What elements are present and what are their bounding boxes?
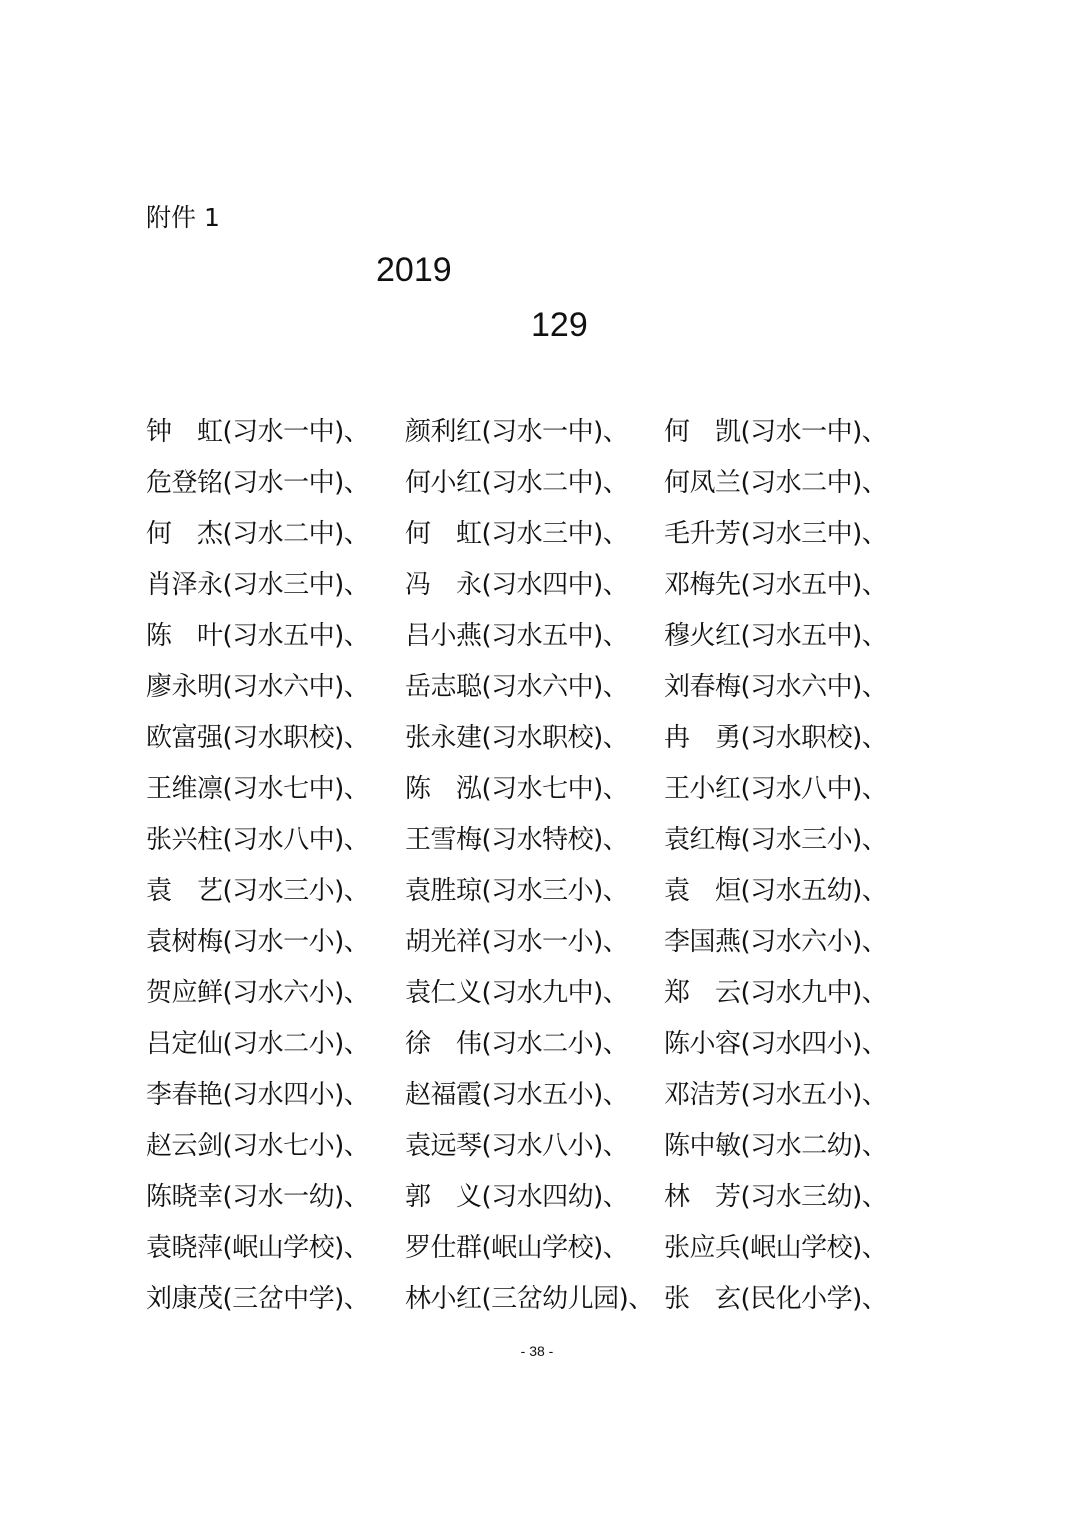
list-item: 王雪梅(习水特校)、	[405, 825, 629, 855]
list-item: 徐 伟(习水二小)、	[405, 1029, 629, 1059]
list-item: 郑 云(习水九中)、	[664, 978, 888, 1008]
list-row	[146, 1271, 946, 1322]
list-item: 何 虹(习水三中)、	[405, 519, 629, 549]
attachment-label: 附件 1	[146, 203, 220, 232]
list-item: 陈中敏(习水二幼)、	[664, 1131, 888, 1161]
list-row	[146, 1118, 946, 1169]
list-item: 王小红(习水八中)、	[664, 774, 888, 804]
list-item: 王维凛(习水七中)、	[146, 774, 370, 804]
list-item: 钟 虹(习水一中)、	[146, 417, 370, 447]
list-row	[146, 506, 946, 557]
list-row	[146, 761, 946, 812]
title-count: 129	[531, 306, 588, 344]
list-item: 邓洁芳(习水五小)、	[664, 1080, 888, 1110]
list-row	[146, 1016, 946, 1067]
list-item: 林小红(三岔幼儿园)、	[405, 1284, 654, 1314]
list-item: 李国燕(习水六小)、	[664, 927, 888, 957]
list-item: 陈小容(习水四小)、	[664, 1029, 888, 1059]
list-row	[146, 965, 946, 1016]
list-item: 张应兵(岷山学校)、	[664, 1233, 888, 1263]
list-row	[146, 914, 946, 965]
list-item: 陈 泓(习水七中)、	[405, 774, 629, 804]
list-item: 罗仕群(岷山学校)、	[405, 1233, 629, 1263]
list-item: 张兴柱(习水八中)、	[146, 825, 370, 855]
list-row	[146, 1220, 946, 1271]
list-item: 袁 烜(习水五幼)、	[664, 876, 888, 906]
list-item: 袁远琴(习水八小)、	[405, 1131, 629, 1161]
page-number: - 38 -	[520, 1343, 554, 1359]
list-item: 何 杰(习水二中)、	[146, 519, 370, 549]
list-row	[146, 608, 946, 659]
list-item: 何凤兰(习水二中)、	[664, 468, 888, 498]
list-item: 袁树梅(习水一小)、	[146, 927, 370, 957]
honoree-list	[146, 404, 946, 1322]
list-row	[146, 1067, 946, 1118]
list-item: 赵云剑(习水七小)、	[146, 1131, 370, 1161]
list-item: 袁晓萍(岷山学校)、	[146, 1233, 370, 1263]
list-item: 袁胜琼(习水三小)、	[405, 876, 629, 906]
list-item: 穆火红(习水五中)、	[664, 621, 888, 651]
list-item: 廖永明(习水六中)、	[146, 672, 370, 702]
list-item: 冯 永(习水四中)、	[405, 570, 629, 600]
list-item: 贺应鲜(习水六小)、	[146, 978, 370, 1008]
title-year: 2019	[376, 251, 452, 289]
list-item: 何 凯(习水一中)、	[664, 417, 888, 447]
list-item: 毛升芳(习水三中)、	[664, 519, 888, 549]
list-row	[146, 1169, 946, 1220]
list-item: 欧富强(习水职校)、	[146, 723, 370, 753]
list-item: 岳志聪(习水六中)、	[405, 672, 629, 702]
list-item: 陈 叶(习水五中)、	[146, 621, 370, 651]
list-item: 邓梅先(习水五中)、	[664, 570, 888, 600]
list-item: 陈晓幸(习水一幼)、	[146, 1182, 370, 1212]
list-item: 吕小燕(习水五中)、	[405, 621, 629, 651]
list-item: 肖泽永(习水三中)、	[146, 570, 370, 600]
list-item: 袁仁义(习水九中)、	[405, 978, 629, 1008]
list-item: 李春艳(习水四小)、	[146, 1080, 370, 1110]
list-item: 胡光祥(习水一小)、	[405, 927, 629, 957]
list-row	[146, 455, 946, 506]
list-item: 吕定仙(习水二小)、	[146, 1029, 370, 1059]
list-item: 颜利红(习水一中)、	[405, 417, 629, 447]
list-row	[146, 812, 946, 863]
list-item: 刘康茂(三岔中学)、	[146, 1284, 370, 1314]
list-row	[146, 557, 946, 608]
list-row	[146, 404, 946, 455]
list-item: 林 芳(习水三幼)、	[664, 1182, 888, 1212]
list-item: 冉 勇(习水职校)、	[664, 723, 888, 753]
list-item: 刘春梅(习水六中)、	[664, 672, 888, 702]
list-item: 郭 义(习水四幼)、	[405, 1182, 629, 1212]
list-item: 袁红梅(习水三小)、	[664, 825, 888, 855]
list-row	[146, 863, 946, 914]
list-item: 何小红(习水二中)、	[405, 468, 629, 498]
list-row	[146, 710, 946, 761]
list-item: 赵福霞(习水五小)、	[405, 1080, 629, 1110]
list-item: 袁 艺(习水三小)、	[146, 876, 370, 906]
list-row	[146, 659, 946, 710]
list-item: 张 玄(民化小学)、	[664, 1284, 888, 1314]
list-item: 张永建(习水职校)、	[405, 723, 629, 753]
list-item: 危登铭(习水一中)、	[146, 468, 370, 498]
